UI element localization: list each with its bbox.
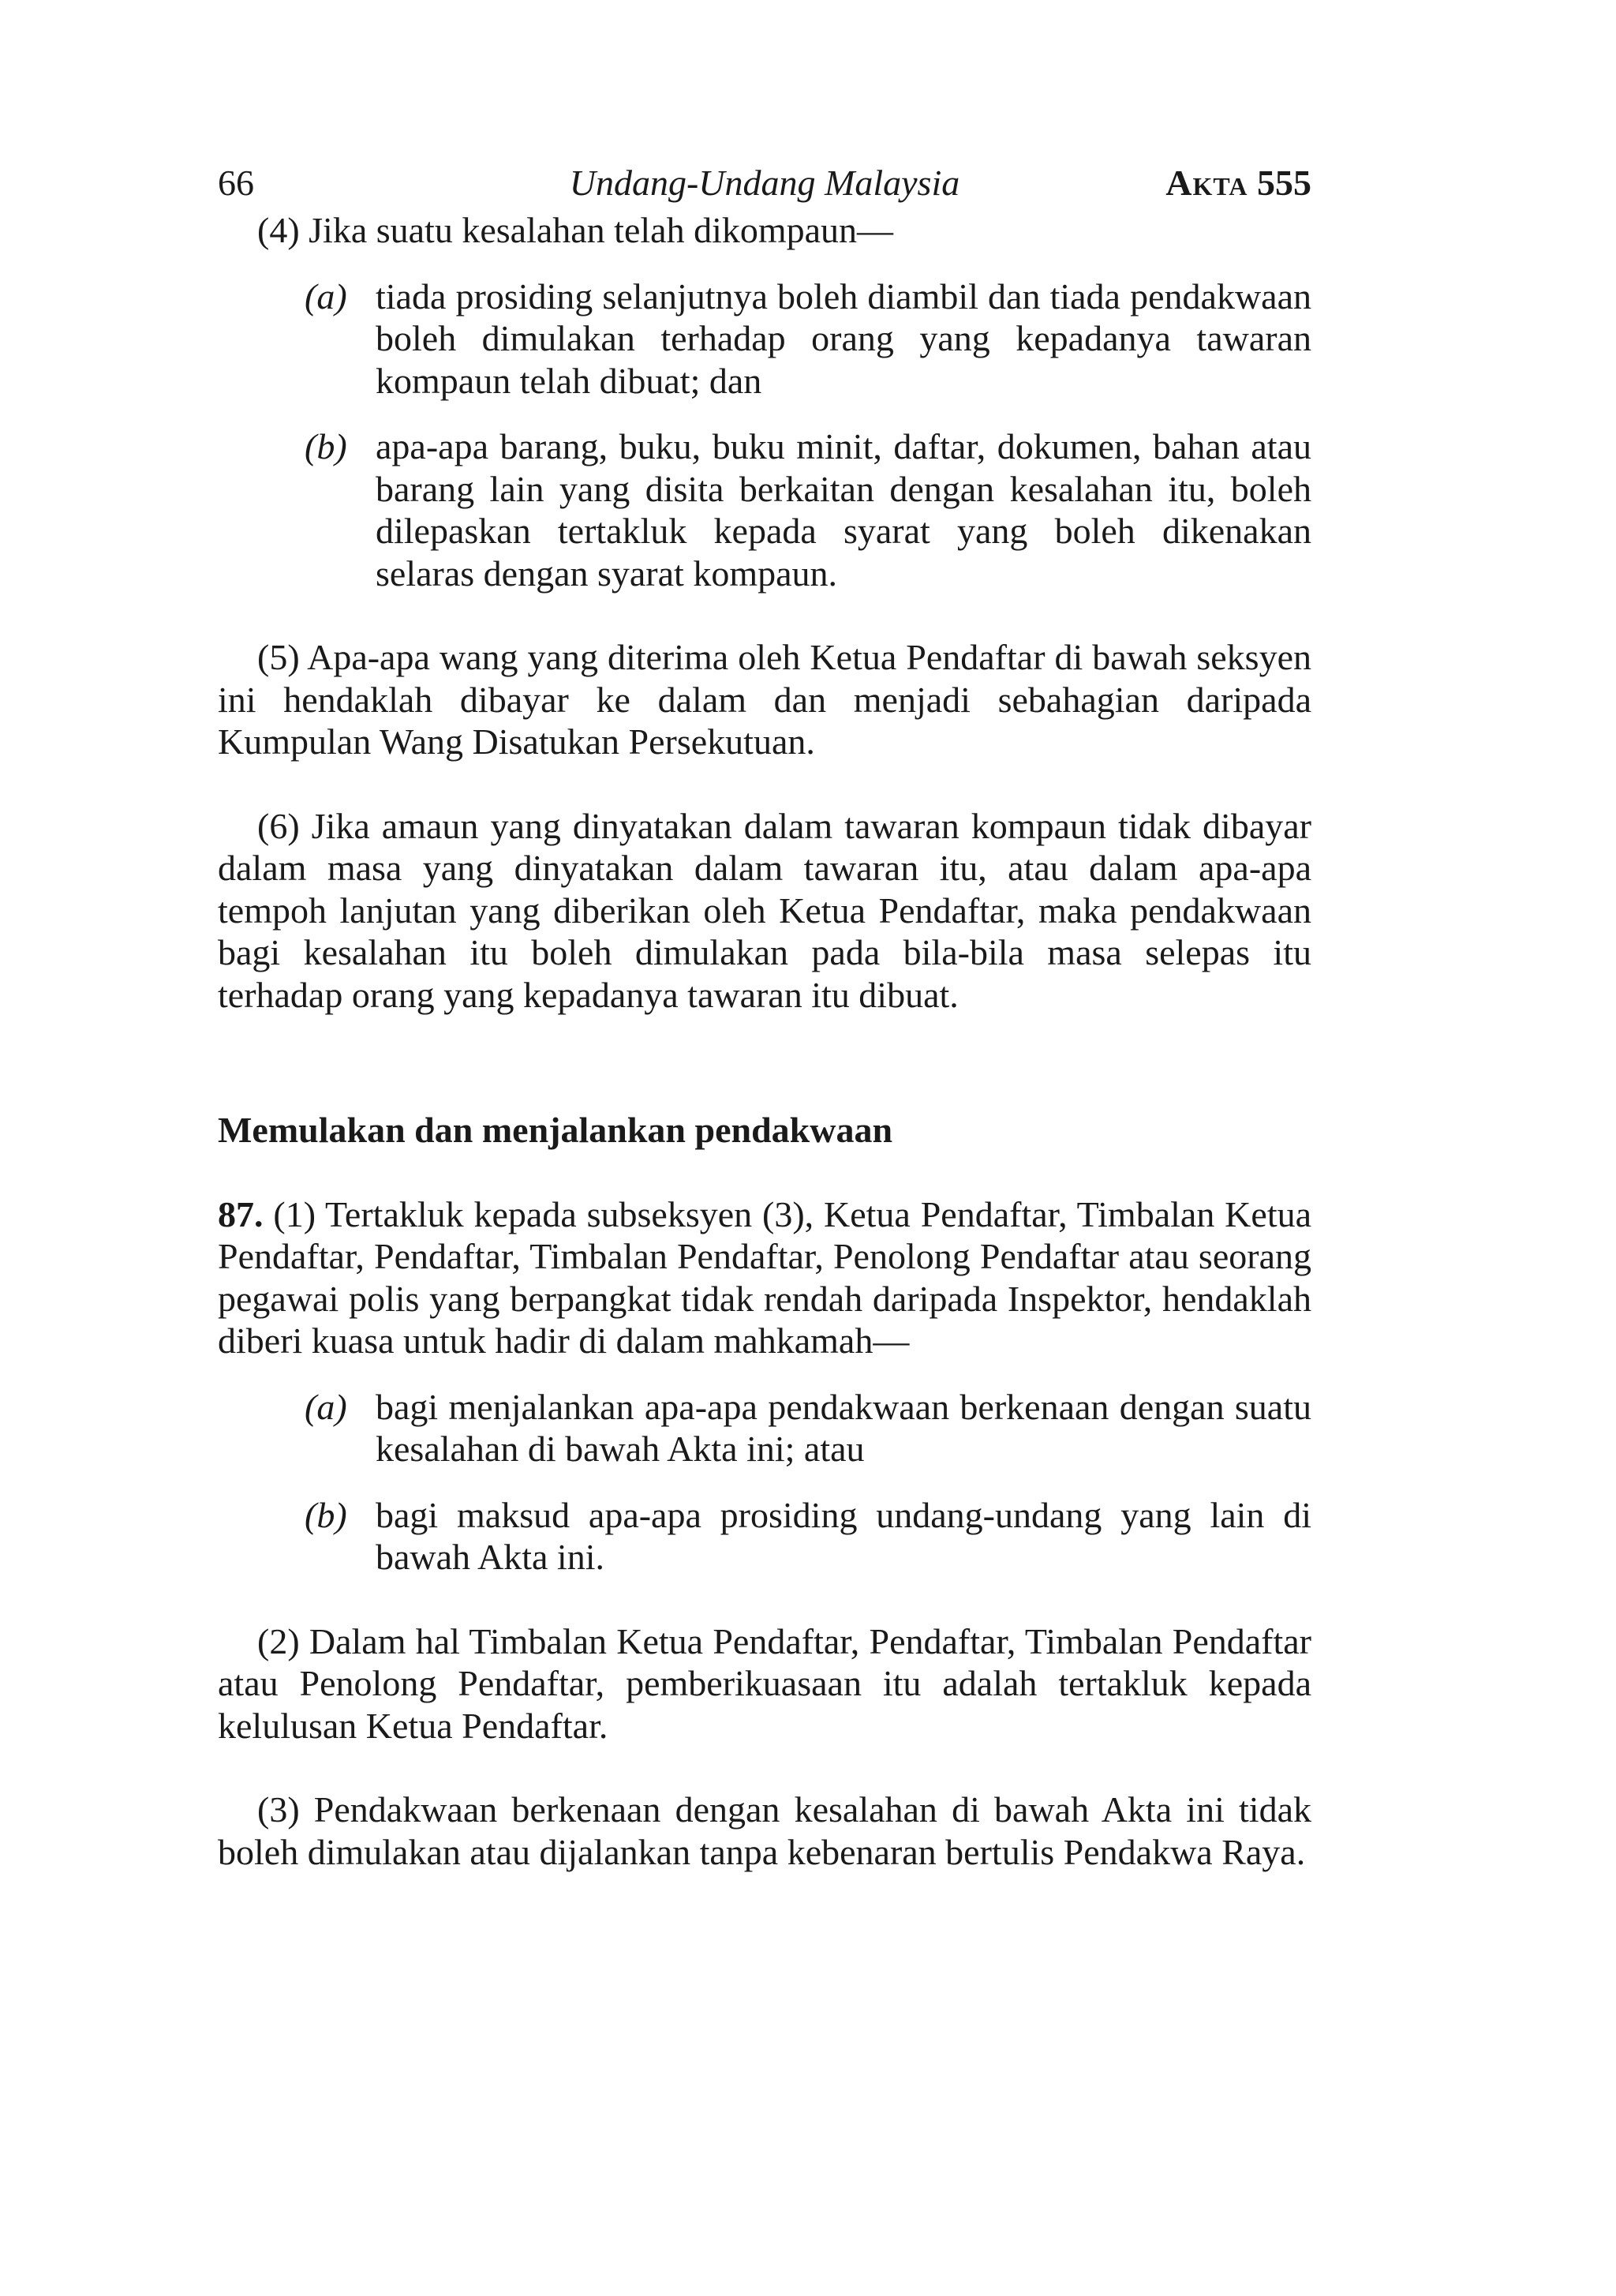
section-87-subsection-1 bbox=[218, 1193, 1311, 1362]
subsection-6: (6) Jika amaun yang dinyatakan dalam tawaran kompaun tidak dibayar dalam masa yang dinyatakan dalam tawaran itu, atau dalam apa-apa tempoh lanjutan yang diberikan oleh Ketua Pendaftar, maka pendakwaan bagi kesalahan itu boleh dimulakan pada bila-bila masa selepas itu terhadap orang yang kepadanya tawaran itu dibuat. bbox=[218, 805, 1311, 1015]
subsection-5: (5) Apa-apa wang yang diterima oleh Ketua Pendaftar di bawah seksyen ini hendaklah dibayar ke dalam dan menjadi sebahagian daripada Kumpulan Wang Disatukan Persekutuan. bbox=[218, 637, 1311, 762]
running-title: Undang-Undang Malaysia bbox=[569, 163, 960, 203]
item-label: (a) bbox=[305, 275, 347, 316]
section-heading: Memulakan dan menjalankan pendakwaan bbox=[218, 1110, 893, 1150]
document-body bbox=[218, 209, 1311, 1873]
document-page bbox=[218, 158, 1311, 1873]
section-87-items bbox=[218, 1386, 1311, 1579]
item-label: (b) bbox=[305, 1494, 347, 1535]
page-header bbox=[218, 158, 1311, 208]
item-text: tiada prosiding selanjutnya boleh diambil dan tiada pendakwaan boleh dimulakan terhadap orang yang kepadanya tawaran kompaun telah dibuat; dan bbox=[376, 275, 1311, 401]
item-label: (b) bbox=[305, 426, 347, 466]
item-text: bagi maksud apa-apa prosiding undang-undang yang lain di bawah Akta ini. bbox=[376, 1494, 1311, 1577]
section-87-subsection-1-text: (1) Tertakluk kepada subseksyen (3), Ketua Pendaftar, Timbalan Ketua Pendaftar, Pendaftar, Timbalan Pendaftar, Penolong Pendaftar atau seorang pegawai polis yang berpangkat tidak rendah daripada Inspektor, hendaklah diberi kuasa untuk hadir di dalam mahkamah— bbox=[218, 1193, 1312, 1361]
item-text: apa-apa barang, buku, buku minit, daftar, dokumen, bahan atau barang lain yang disita berkaitan dengan kesalahan itu, boleh dilepaskan tertakluk kepada syarat yang boleh dikenakan selaras dengan syarat kompaun. bbox=[376, 426, 1311, 594]
act-word: Akta bbox=[1165, 163, 1248, 203]
section-number: 87. bbox=[218, 1193, 264, 1234]
subsection-4-intro: (4) Jika suatu kesalahan telah dikompaun— bbox=[257, 210, 894, 250]
list-item bbox=[218, 1494, 1311, 1579]
list-item bbox=[218, 275, 1311, 403]
section-87-subsection-3: (3) Pendakwaan berkenaan dengan kesalahan di bawah Akta ini tidak boleh dimulakan atau dijalankan tanpa kebenaran bertulis Pendakwa Raya. bbox=[218, 1789, 1311, 1872]
item-text: bagi menjalankan apa-apa pendakwaan berkenaan dengan suatu kesalahan di bawah Akta ini; atau bbox=[376, 1386, 1311, 1469]
act-label bbox=[1165, 158, 1311, 208]
list-item bbox=[218, 425, 1311, 594]
list-item bbox=[218, 1386, 1311, 1470]
page-number: 66 bbox=[218, 163, 254, 203]
act-number: 555 bbox=[1257, 163, 1311, 203]
section-87-subsection-2: (2) Dalam hal Timbalan Ketua Pendaftar, Pendaftar, Timbalan Pendaftar atau Penolong Pendaftar, pemberikuasaan itu adalah tertakluk kepada kelulusan Ketua Pendaftar. bbox=[218, 1620, 1311, 1746]
subsection-4-items bbox=[218, 275, 1311, 595]
item-label: (a) bbox=[305, 1386, 347, 1427]
